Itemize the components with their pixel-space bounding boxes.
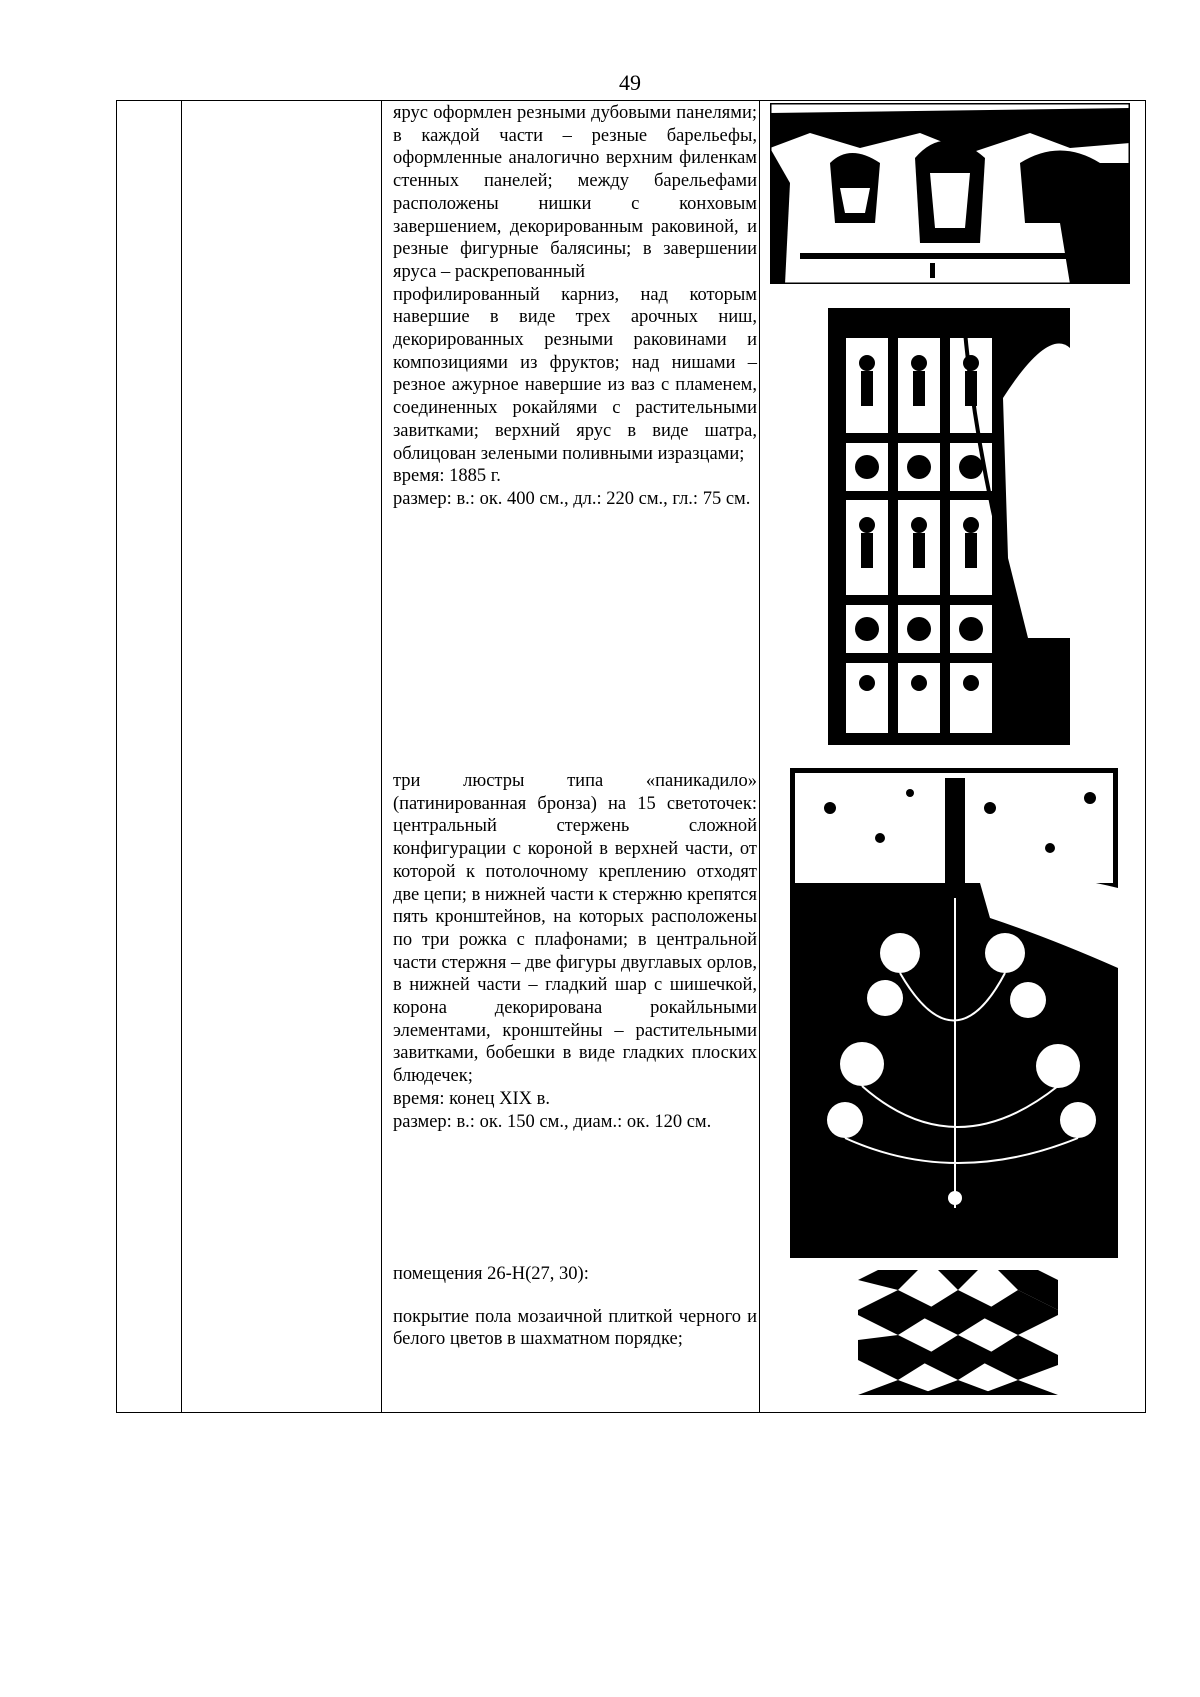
- photo-chandelier: [790, 768, 1118, 1258]
- photo-tiled-panel: [828, 308, 1070, 745]
- entry-1-size: размер: в.: ок. 400 см., дл.: 220 см., гл.: 75 см.: [393, 488, 751, 509]
- entry-2-time: время: конец XIX в.: [393, 1088, 550, 1109]
- entry-1-description-cont: профилированный карниз, над которым навершие в виде трех арочных ниш, декорированных резными раковинами и композициями из фруктов; над нишами – резное ажурное навершие из ваз с пламенем, соединенных рокайлями с растительными завитками; верхний ярус в виде шатра, облицован зелеными поливными изразцами;: [393, 284, 757, 464]
- page-number: 49: [619, 70, 641, 95]
- entry-2-text: [393, 770, 757, 1133]
- entry-2-description: три люстры типа «паникадило» (патинированная бронза) на 15 светоточек: центральный стержень сложной конфигурации с короной в верхней части, от которой к потолочному креплению отходят две цепи; в нижней части к стержню крепятся пять кронштейнов, на которых расположены по три рожка с плафонами; в центральной части стержня – две фигуры двуглавых орлов, в нижней части – гладкий шар с шишечкой, корона декорирована рокайльными элементами, кронштейны – растительными завитками, бобешки в виде гладких плоских блюдечек;: [393, 771, 757, 1087]
- entry-3-description: покрытие пола мозаичной плиткой черного и белого цветов в шахматном порядке;: [393, 1306, 757, 1350]
- photo-carved-tier: [770, 103, 1130, 284]
- entry-3-heading: помещения 26-Н(27, 30):: [393, 1264, 589, 1284]
- entry-2-size: размер: в.: ок. 150 см., диам.: ок. 120 см.: [393, 1111, 712, 1132]
- column-divider-1: [181, 101, 182, 1412]
- entry-1-text: [393, 102, 757, 511]
- entry-3-spacer: [393, 1286, 757, 1306]
- entry-1-description: ярус оформлен резными дубовыми панелями; в каждой части – резные барельефы, оформленные аналогично верхним филенкам стенных панелей; между барельефами расположены нишки с конховым завершением, декорированным раковиной, и резные фигурные балясины; в завершении яруса – раскрепованный: [393, 103, 757, 282]
- photo-chessboard-floor: [858, 1270, 1058, 1395]
- entry-3-text: [393, 1263, 757, 1351]
- entry-1-time: время: 1885 г.: [393, 466, 501, 487]
- column-divider-3: [759, 101, 760, 1412]
- column-divider-2: [381, 101, 382, 1412]
